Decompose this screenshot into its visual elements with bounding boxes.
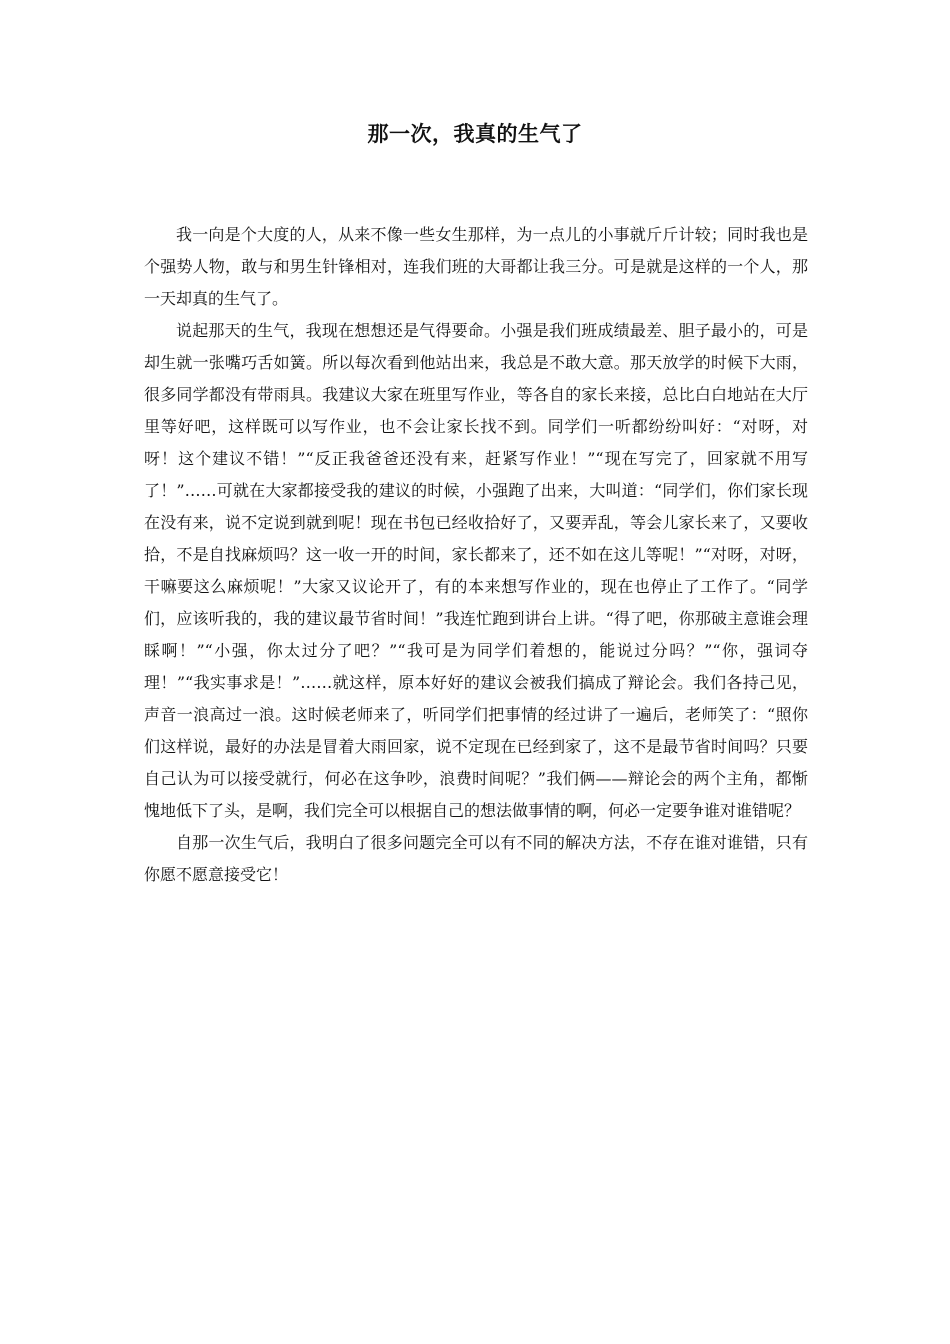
paragraph-3: 自那一次生气后，我明白了很多问题完全可以有不同的解决方法，不存在谁对谁错，只有你愿不愿意接受它！ xyxy=(144,833,808,884)
document-title: 那一次，我真的生气了 xyxy=(367,122,583,146)
document-body xyxy=(144,219,808,891)
paragraph-2: 说起那天的生气，我现在想想还是气得要命。小强是我们班成绩最差、胆子最小的，可是却生就一张嘴巧舌如簧。所以每次看到他站出来，我总是不敢大意。那天放学的时候下大雨，很多同学都没有带雨具。我建议大家在班里写作业，等各自的家长来接，总比白白地站在大厅里等好吧，这样既可以写作业，也不会让家长找不到。同学们一听都纷纷叫好：“对呀，对呀！这个建议不错！”“反正我爸爸还没有来，赶紧写作业！”“现在写完了，回家就不用写了！”……可就在大家都接受我的建议的时候，小强跑了出来，大叫道：“同学们，你们家长现在没有来，说不定说到就到呢！现在书包已经收拾好了，又要弄乱，等会儿家长来了，又要收拾，不是自找麻烦吗？这一收一开的时间，家长都来了，还不如在这儿等呢！”“对呀，对呀，干嘛要这么麻烦呢！”大家又议论开了，有的本来想写作业的，现在也停止了工作了。“同学们，应该听我的，我的建议最节省时间！”我连忙跑到讲台上讲。“得了吧，你那破主意谁会理睬啊！”“小强，你太过分了吧？”“我可是为同学们着想的，能说过分吗？”“你，强词夺理！”“我实事求是！”……就这样，原本好好的建议会被我们搞成了辩论会。我们各持己见，声音一浪高过一浪。这时候老师来了，听同学们把事情的经过讲了一遍后，老师笑了：“照你们这样说，最好的办法是冒着大雨回家，说不定现在已经到家了，这不是最节省时间吗？只要自己认为可以接受就行，何必在这争吵，浪费时间呢？”我们俩——辩论会的两个主角，都惭愧地低下了头，是啊，我们完全可以根据自己的想法做事情的啊，何必一定要争谁对谁错呢？ xyxy=(144,321,808,820)
paragraph-1: 我一向是个大度的人，从来不像一些女生那样，为一点儿的小事就斤斤计较；同时我也是个强势人物，敢与和男生针锋相对，连我们班的大哥都让我三分。可是就是这样的一个人，那一天却真的生气了。 xyxy=(144,225,808,308)
